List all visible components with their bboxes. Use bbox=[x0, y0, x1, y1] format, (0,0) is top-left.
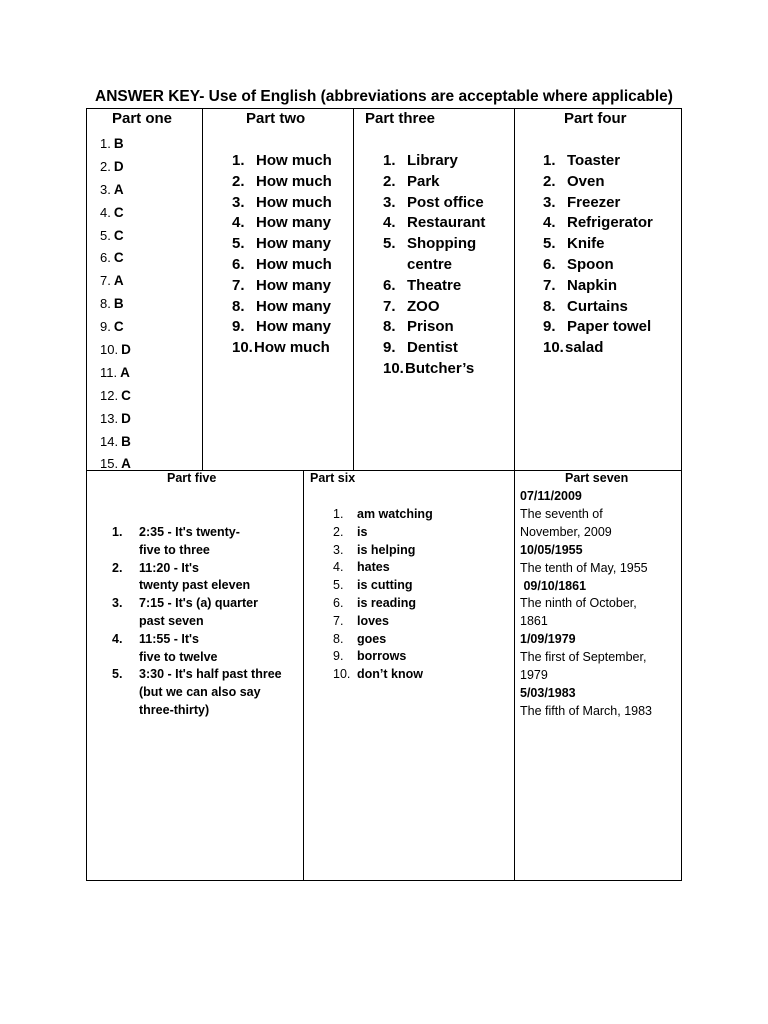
part-seven-list bbox=[520, 488, 680, 721]
item-answer: Freezer bbox=[567, 193, 621, 211]
item-number: 2. bbox=[112, 560, 123, 575]
item-number: 8. bbox=[383, 318, 396, 336]
item-answer: D bbox=[121, 410, 131, 426]
list-item bbox=[232, 276, 332, 297]
item-number: 2. bbox=[543, 172, 556, 190]
date-value: 1/09/1979 bbox=[520, 632, 576, 647]
item-number: 3. bbox=[383, 193, 396, 211]
table-bottom-border bbox=[86, 880, 682, 881]
item-number: 1. bbox=[543, 152, 556, 169]
item-number: 3. bbox=[100, 181, 111, 197]
item-answer: Prison bbox=[407, 318, 454, 336]
item-answer: Post office bbox=[407, 193, 484, 211]
date-written: The seventh of bbox=[520, 506, 603, 521]
item-answer: B bbox=[113, 296, 124, 312]
item-answer: A bbox=[120, 364, 130, 380]
list-item bbox=[100, 386, 131, 409]
document-title: ANSWER KEY- Use of English (abbreviations are acceptable where applicable) bbox=[95, 88, 673, 105]
date-written: The ninth of October, bbox=[520, 596, 637, 611]
item-answer: How many bbox=[256, 214, 332, 232]
item-number: 5. bbox=[333, 578, 344, 593]
part-five-heading: Part five bbox=[167, 471, 217, 485]
item-answer: Napkin bbox=[567, 276, 618, 294]
item-number: 9. bbox=[383, 339, 396, 357]
item-answer: Knife bbox=[567, 235, 605, 253]
list-item bbox=[100, 317, 131, 340]
item-number: 10. bbox=[543, 339, 564, 357]
item-number: 11. bbox=[100, 364, 118, 380]
list-item bbox=[383, 276, 485, 297]
list-item bbox=[232, 213, 332, 234]
list-item-continuation: five to three bbox=[139, 542, 210, 557]
item-answer: C bbox=[113, 319, 124, 335]
list-item bbox=[543, 213, 653, 234]
item-answer: am watching bbox=[357, 507, 433, 521]
list-item bbox=[112, 666, 282, 684]
list-item-continuation: five to twelve bbox=[139, 649, 218, 664]
item-answer: Butcher’s bbox=[405, 359, 475, 377]
item-number: 6. bbox=[543, 255, 556, 273]
item-answer: How much bbox=[254, 339, 330, 357]
list-item bbox=[383, 317, 485, 338]
list-item bbox=[383, 151, 485, 172]
item-answer: borrows bbox=[357, 649, 407, 664]
divider-upper-part-four bbox=[514, 108, 515, 881]
list-item bbox=[100, 409, 131, 432]
list-item bbox=[112, 524, 282, 542]
list-item bbox=[543, 255, 653, 276]
item-answer: How much bbox=[256, 193, 332, 211]
list-item bbox=[383, 193, 485, 214]
item-answer: How much bbox=[256, 172, 332, 190]
item-number: 9. bbox=[543, 318, 556, 336]
item-answer: Shopping bbox=[407, 235, 477, 253]
list-item bbox=[232, 234, 332, 255]
item-number: 3. bbox=[543, 193, 556, 211]
part-four-list bbox=[543, 151, 653, 359]
item-number: 4. bbox=[543, 214, 556, 232]
item-number: 6. bbox=[383, 276, 396, 294]
part-one-list bbox=[100, 134, 131, 477]
list-item bbox=[543, 151, 653, 172]
list-item bbox=[232, 317, 332, 338]
item-answer: D bbox=[113, 158, 124, 174]
list-item bbox=[383, 234, 485, 255]
item-answer: salad bbox=[565, 339, 604, 357]
item-answer: loves bbox=[357, 613, 389, 628]
item-number: 5. bbox=[543, 235, 556, 253]
item-number: 1. bbox=[232, 152, 245, 169]
item-number: 5. bbox=[100, 227, 111, 243]
item-answer: How much bbox=[256, 152, 332, 169]
date-value: 10/05/1955 bbox=[520, 542, 583, 557]
item-answer: 11:55 - It's bbox=[139, 631, 199, 646]
item-answer: Dentist bbox=[407, 339, 458, 357]
part-four-heading: Part four bbox=[564, 110, 627, 127]
date-written: November, 2009 bbox=[520, 524, 612, 539]
item-number: 5. bbox=[383, 235, 396, 253]
item-number: 3. bbox=[112, 596, 123, 611]
item-number: 7. bbox=[232, 276, 245, 294]
list-item-continuation: twenty past eleven bbox=[139, 578, 251, 593]
item-answer: Toaster bbox=[567, 152, 621, 169]
date-written: The fifth of March, 1983 bbox=[520, 703, 653, 718]
item-number: 2. bbox=[383, 172, 396, 190]
item-number: 3. bbox=[232, 193, 245, 211]
item-number: 10. bbox=[383, 359, 404, 377]
list-item bbox=[100, 203, 131, 226]
item-answer: How many bbox=[256, 318, 332, 336]
list-item bbox=[333, 506, 433, 524]
item-number: 8. bbox=[333, 631, 344, 646]
list-item bbox=[333, 613, 433, 631]
item-number: 7. bbox=[543, 276, 556, 294]
date-value: 5/03/1983 bbox=[520, 685, 576, 700]
item-number: 9. bbox=[100, 319, 111, 335]
item-number: 1. bbox=[333, 507, 344, 521]
list-item bbox=[232, 172, 332, 193]
item-answer: A bbox=[121, 456, 131, 472]
item-answer: Theatre bbox=[407, 276, 462, 294]
part-two-heading: Part two bbox=[246, 110, 306, 127]
item-number: 8. bbox=[100, 296, 111, 312]
list-item bbox=[232, 193, 332, 214]
list-item bbox=[232, 297, 332, 318]
item-answer: is bbox=[357, 524, 368, 539]
item-number: 10. bbox=[232, 339, 253, 357]
item-answer: A bbox=[113, 273, 124, 289]
item-answer: C bbox=[113, 227, 124, 243]
list-item bbox=[112, 560, 282, 578]
list-item bbox=[543, 338, 653, 359]
part-six-heading: Part six bbox=[310, 471, 356, 485]
list-item bbox=[333, 631, 433, 649]
item-number: 14. bbox=[100, 433, 119, 449]
item-number: 1. bbox=[100, 136, 111, 151]
item-number: 2. bbox=[100, 158, 111, 174]
item-number: 6. bbox=[100, 250, 111, 266]
part-one-heading: Part one bbox=[112, 110, 173, 127]
list-item bbox=[333, 524, 433, 542]
item-answer: Refrigerator bbox=[567, 214, 653, 232]
list-item bbox=[100, 294, 131, 317]
list-item-continuation: three-thirty) bbox=[139, 702, 210, 717]
item-number: 7. bbox=[383, 297, 396, 315]
divider-part-one-two bbox=[202, 108, 203, 470]
list-item bbox=[543, 317, 653, 338]
item-number: 1. bbox=[383, 152, 396, 169]
list-item bbox=[100, 134, 131, 157]
item-number: 6. bbox=[232, 255, 245, 273]
list-item bbox=[100, 248, 131, 271]
table-left-border bbox=[86, 108, 87, 881]
item-number: 15. bbox=[100, 456, 119, 472]
item-answer: don’t know bbox=[357, 667, 423, 682]
list-item bbox=[333, 542, 433, 560]
list-item bbox=[383, 172, 485, 193]
item-answer: Spoon bbox=[567, 255, 614, 273]
item-number: 5. bbox=[232, 235, 245, 253]
item-number: 3. bbox=[333, 542, 344, 557]
item-number: 4. bbox=[232, 214, 245, 232]
list-item bbox=[333, 559, 433, 577]
item-number: 8. bbox=[232, 297, 245, 315]
item-answer: C bbox=[113, 204, 124, 220]
item-answer: is cutting bbox=[357, 578, 413, 593]
item-answer: C bbox=[121, 387, 131, 403]
list-item bbox=[100, 363, 131, 386]
list-item bbox=[383, 359, 485, 380]
item-answer: D bbox=[121, 342, 131, 358]
list-item bbox=[100, 454, 131, 477]
item-answer: goes bbox=[357, 631, 387, 646]
item-answer: How many bbox=[256, 235, 332, 253]
list-item bbox=[100, 226, 131, 249]
item-number: 4. bbox=[383, 214, 396, 232]
item-answer: ZOO bbox=[407, 297, 440, 315]
item-number: 4. bbox=[112, 631, 123, 646]
list-item bbox=[112, 595, 282, 613]
item-number: 5. bbox=[112, 667, 123, 682]
item-answer: How many bbox=[256, 297, 332, 315]
part-two-list bbox=[232, 151, 332, 359]
item-number: 9. bbox=[232, 318, 245, 336]
item-answer: Park bbox=[407, 172, 440, 190]
item-number: 4. bbox=[333, 560, 344, 575]
item-number: 7. bbox=[100, 273, 111, 289]
item-answer: How much bbox=[256, 255, 332, 273]
divider-part-five-six bbox=[303, 470, 304, 881]
list-item bbox=[543, 172, 653, 193]
list-item-continuation: past seven bbox=[139, 613, 204, 628]
table-right-border bbox=[681, 108, 682, 881]
list-item-continuation: (but we can also say bbox=[139, 685, 261, 700]
item-answer: C bbox=[113, 250, 124, 266]
item-answer: Oven bbox=[567, 172, 605, 190]
list-item bbox=[333, 577, 433, 595]
list-item bbox=[543, 234, 653, 255]
list-item bbox=[232, 151, 332, 172]
item-answer: Restaurant bbox=[407, 214, 486, 232]
item-answer: hates bbox=[357, 560, 390, 575]
item-number: 9. bbox=[333, 649, 344, 664]
list-item bbox=[232, 255, 332, 276]
item-answer: B bbox=[113, 136, 124, 151]
date-written: The tenth of May, 1955 bbox=[520, 560, 648, 575]
list-item bbox=[383, 297, 485, 318]
part-five-list bbox=[112, 524, 282, 720]
list-item-continuation: centre bbox=[407, 255, 453, 273]
table-top-border bbox=[86, 108, 682, 109]
item-number: 2. bbox=[232, 172, 245, 190]
date-value: 09/10/1861 bbox=[520, 578, 587, 593]
item-number: 10. bbox=[100, 342, 119, 358]
divider-part-two-three bbox=[353, 108, 354, 470]
item-answer: B bbox=[121, 433, 131, 449]
list-item bbox=[383, 338, 485, 359]
list-item bbox=[543, 297, 653, 318]
item-answer: Paper towel bbox=[567, 318, 652, 336]
part-three-heading: Part three bbox=[365, 110, 436, 127]
item-answer: 11:20 - It's bbox=[139, 560, 199, 575]
item-answer: 7:15 - It's (a) quarter bbox=[139, 596, 258, 611]
item-answer: How many bbox=[256, 276, 332, 294]
item-number: 2. bbox=[333, 524, 344, 539]
part-three-list bbox=[383, 151, 485, 380]
item-answer: is reading bbox=[357, 595, 417, 610]
date-value: 07/11/2009 bbox=[520, 489, 582, 503]
list-item bbox=[543, 276, 653, 297]
part-six-list bbox=[333, 506, 433, 684]
list-item bbox=[100, 180, 131, 203]
item-answer: Library bbox=[407, 152, 458, 169]
date-written: 1979 bbox=[520, 668, 548, 683]
item-number: 12. bbox=[100, 387, 119, 403]
item-answer: A bbox=[113, 181, 124, 197]
list-item bbox=[100, 157, 131, 180]
item-number: 6. bbox=[333, 595, 344, 610]
list-item bbox=[232, 338, 332, 359]
list-item bbox=[333, 666, 433, 684]
item-answer: Curtains bbox=[567, 297, 628, 315]
list-item bbox=[100, 271, 131, 294]
part-seven-heading: Part seven bbox=[565, 471, 629, 485]
date-written: 1861 bbox=[520, 614, 548, 629]
list-item bbox=[333, 595, 433, 613]
list-item bbox=[333, 648, 433, 666]
date-written: The first of September, bbox=[520, 650, 647, 665]
item-number: 7. bbox=[333, 613, 344, 628]
list-item bbox=[383, 213, 485, 234]
item-answer: is helping bbox=[357, 542, 416, 557]
list-item bbox=[100, 432, 131, 455]
item-answer: 2:35 - It's twenty- bbox=[139, 525, 240, 539]
item-number: 10. bbox=[333, 667, 351, 682]
item-number: 1. bbox=[112, 525, 123, 539]
list-item bbox=[112, 631, 282, 649]
item-number: 13. bbox=[100, 410, 119, 426]
item-number: 4. bbox=[100, 204, 111, 220]
item-answer: 3:30 - It's half past three bbox=[139, 667, 282, 682]
list-item bbox=[100, 340, 131, 363]
item-number: 8. bbox=[543, 297, 556, 315]
list-item bbox=[543, 193, 653, 214]
